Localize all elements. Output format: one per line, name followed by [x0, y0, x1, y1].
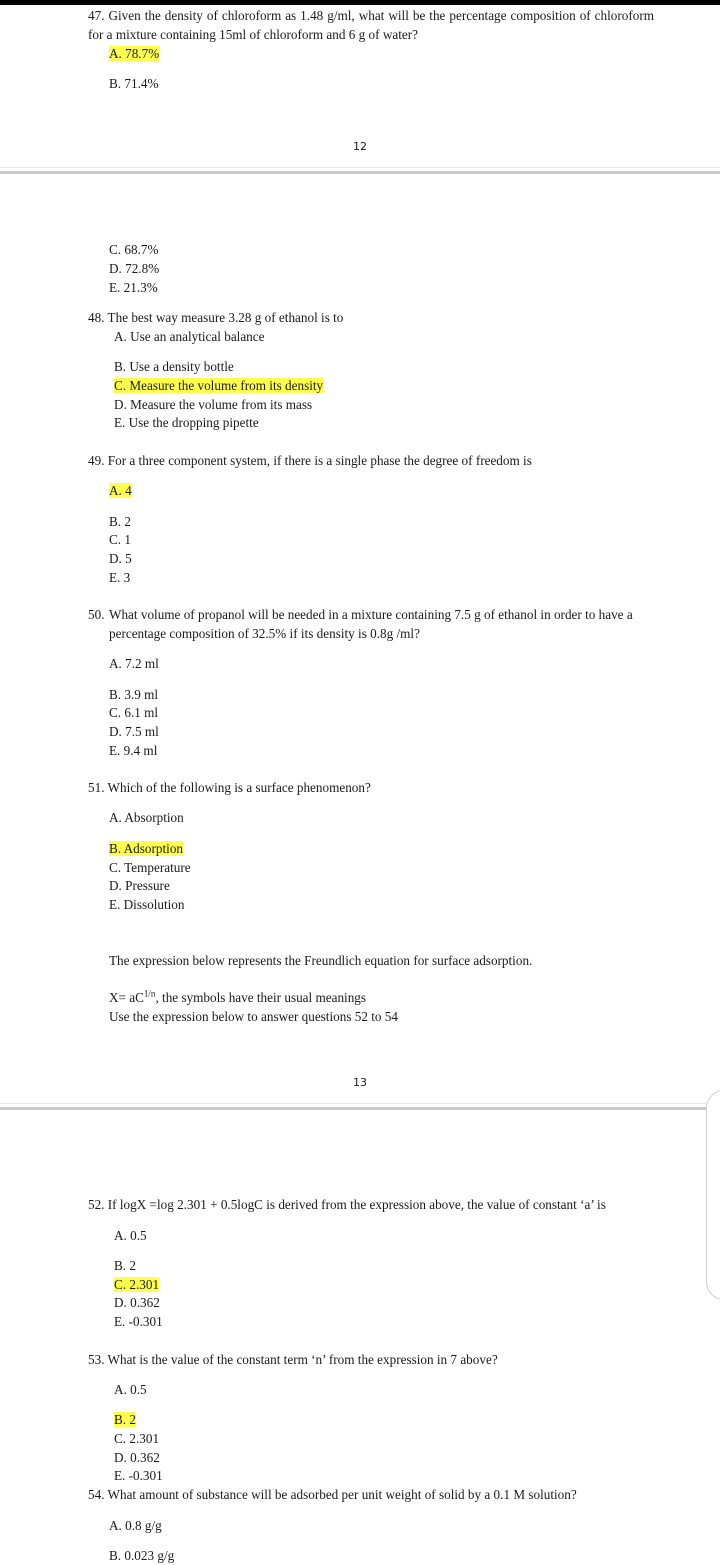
q49-option-a: [109, 482, 132, 499]
q48-option-e: E. Use the dropping pipette: [114, 415, 259, 430]
question-number: 50.: [88, 607, 105, 622]
q50-option-d: D. 7.5 ml: [109, 724, 159, 739]
page-number: 12: [353, 140, 367, 153]
answer-highlight: A. 4: [109, 483, 132, 498]
page-break: [0, 1107, 720, 1110]
question-48: 48. The best way measure 3.28 g of ethanol is to: [88, 310, 344, 325]
question-52: 52. If logX =log 2.301 + 0.5logC is derived from the expression above, the value of constant ‘a’ is: [88, 1197, 606, 1212]
answer-highlight: C. Measure the volume from its density: [114, 378, 324, 393]
q52-option-c: [114, 1276, 159, 1293]
equation-exponent: 1/n: [143, 988, 156, 999]
question-text: What volume of propanol will be needed in a mixture containing 7.5 g of ethanol in order to have a percentage composition of 32.5% if its density is 0.8g /ml?: [109, 607, 633, 641]
q50-option-e: E. 9.4 ml: [109, 743, 158, 758]
q54-option-b: B. 0.023 g/g: [109, 1548, 175, 1563]
freundlich-instruction: Use the expression below to answer questions 52 to 54: [109, 1009, 398, 1024]
q49-option-c: C. 1: [109, 532, 131, 547]
question-53: 53. What is the value of the constant term ‘n’ from the expression in 7 above?: [88, 1352, 498, 1367]
q51-option-b: [109, 840, 183, 857]
q47-option-e: E. 21.3%: [109, 280, 158, 295]
q49-option-b: B. 2: [109, 514, 131, 529]
scroll-tab[interactable]: [706, 1090, 720, 1300]
question-49: 49. For a three component system, if there is a single phase the degree of freedom is: [88, 453, 532, 468]
freundlich-equation: [109, 989, 366, 1006]
q47-option-b: B. 71.4%: [109, 76, 159, 91]
answer-highlight: B. 2: [114, 1412, 136, 1427]
q51-option-d: D. Pressure: [109, 878, 170, 893]
freundlich-intro: The expression below represents the Freundlich equation for surface adsorption.: [109, 953, 533, 968]
q52-option-a: A. 0.5: [114, 1228, 147, 1243]
q48-option-a: A. Use an analytical balance: [114, 329, 265, 344]
q48-option-c: [114, 377, 323, 394]
q49-option-d: D. 5: [109, 551, 132, 566]
q50-option-c: C. 6.1 ml: [109, 705, 159, 720]
question-47: 47. Given the density of chloroform as 1.48 g/ml, what will be the percentage composition of chloroform for a mixture containing 15ml of chloroform and 6 g of water?: [88, 8, 654, 42]
q49-option-e: E. 3: [109, 570, 131, 585]
q52-option-b: B. 2: [114, 1258, 136, 1273]
question-51: 51. Which of the following is a surface phenomenon?: [88, 780, 371, 795]
q48-option-b: B. Use a density bottle: [114, 359, 234, 374]
answer-highlight: B. Adsorption: [109, 841, 184, 856]
q50-option-b: B. 3.9 ml: [109, 687, 159, 702]
q53-option-c: C. 2.301: [114, 1431, 160, 1446]
q54-option-a: A. 0.8 g/g: [109, 1518, 162, 1533]
answer-highlight: A. 78.7%: [109, 46, 160, 61]
page-break: [0, 171, 720, 174]
q48-option-d: D. Measure the volume from its mass: [114, 397, 313, 412]
q53-option-e: E. -0.301: [114, 1468, 163, 1483]
top-border: [0, 0, 720, 5]
q52-option-e: E. -0.301: [114, 1314, 163, 1329]
q50-option-a: A. 7.2 ml: [109, 656, 159, 671]
q53-option-b: [114, 1411, 136, 1428]
question-54: 54. What amount of substance will be adsorbed per unit weight of solid by a 0.1 M solution?: [88, 1487, 577, 1502]
equation-suffix: , the symbols have their usual meanings: [155, 990, 367, 1005]
q53-option-d: D. 0.362: [114, 1450, 160, 1465]
q47-option-d: D. 72.8%: [109, 261, 160, 276]
q51-option-e: E. Dissolution: [109, 897, 185, 912]
q51-option-a: A. Absorption: [109, 810, 184, 825]
answer-highlight: C. 2.301: [114, 1277, 160, 1292]
question-50: [88, 605, 658, 643]
q52-option-d: D. 0.362: [114, 1295, 160, 1310]
page-number: 13: [353, 1076, 367, 1089]
q47-option-c: C. 68.7%: [109, 242, 159, 257]
q51-option-c: C. Temperature: [109, 860, 191, 875]
q53-option-a: A. 0.5: [114, 1382, 147, 1397]
equation-prefix: X= aC: [109, 990, 144, 1005]
q47-option-a: [109, 45, 159, 62]
